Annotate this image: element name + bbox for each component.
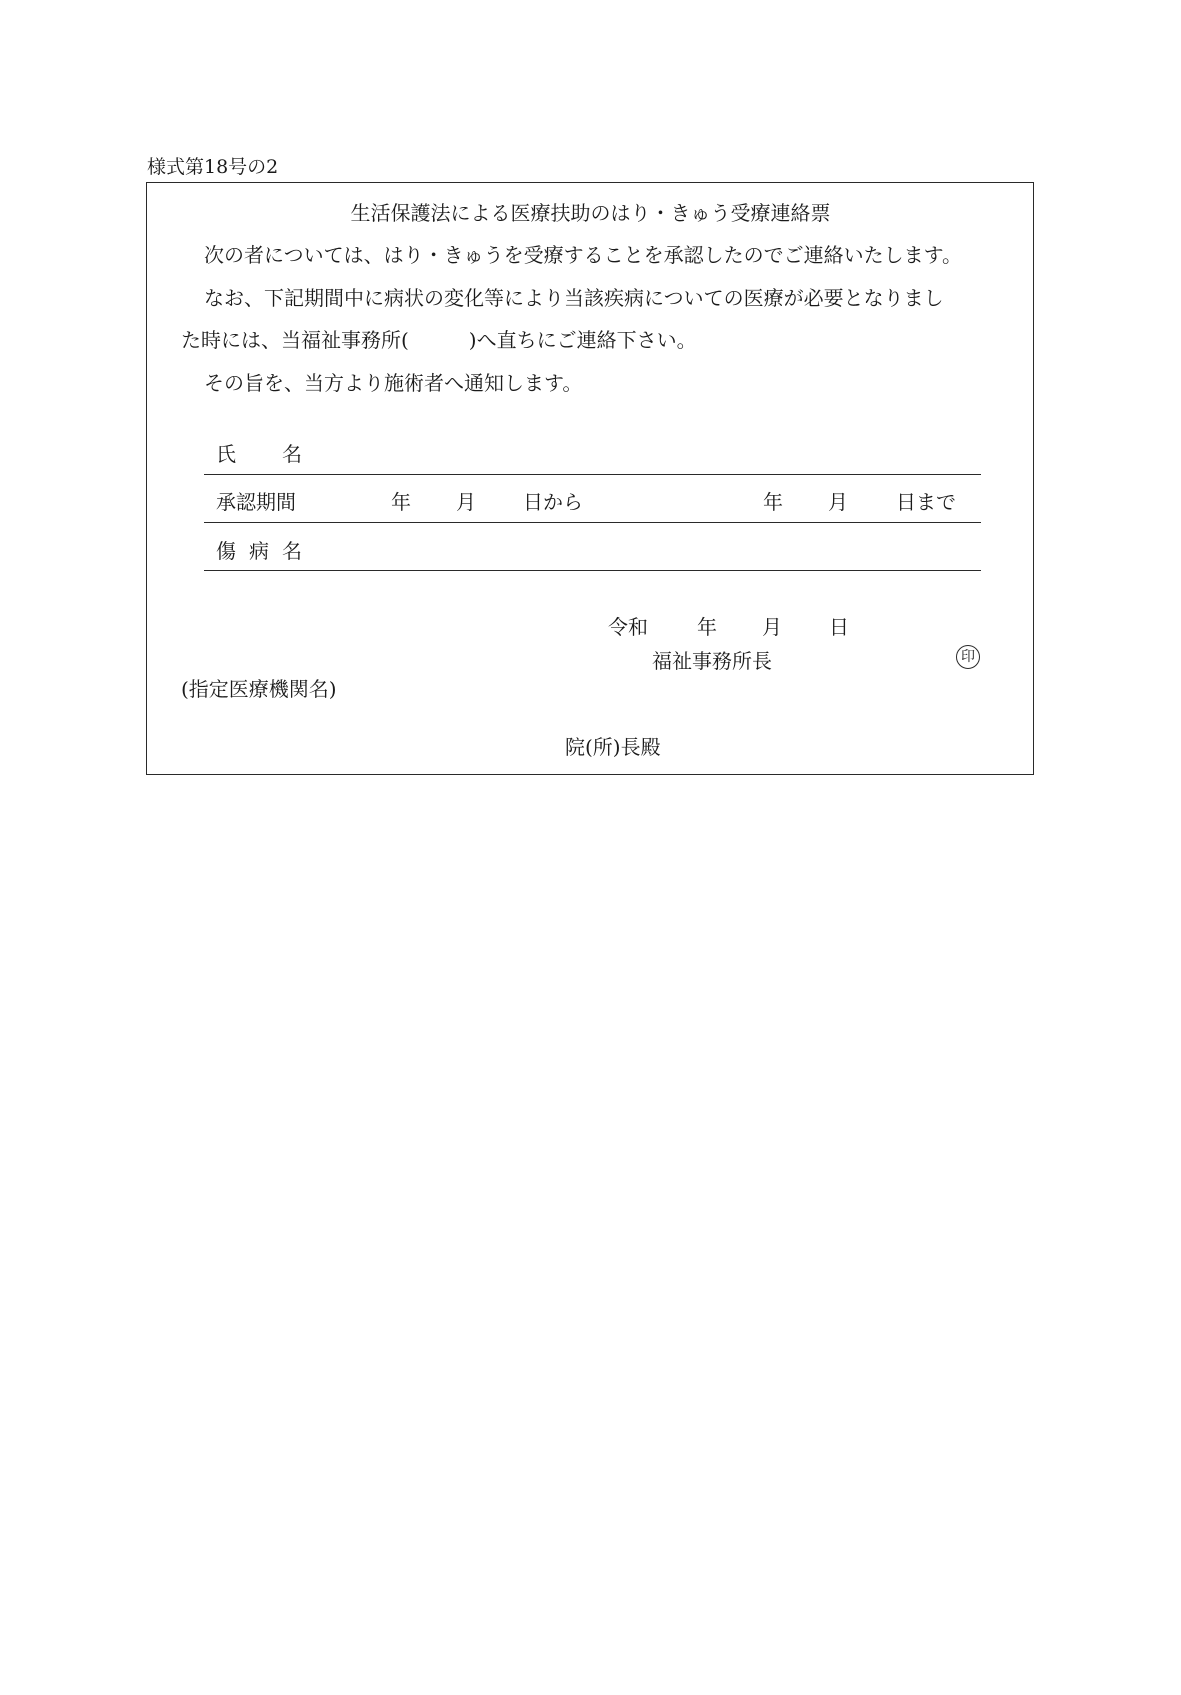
disease-label-second: 病 xyxy=(249,539,269,563)
form-number: 様式第18号の2 xyxy=(147,156,279,178)
period-label: 承認期間 xyxy=(216,490,296,514)
date-day: 日 xyxy=(829,615,849,639)
office-head-label: 福祉事務所長 xyxy=(652,649,772,673)
form-title: 生活保護法による医療扶助のはり・きゅう受療連絡票 xyxy=(350,201,831,225)
paragraph-notice-line-2: た時には、当福祉事務所( )へ直ちにご連絡下さい。 xyxy=(181,328,697,352)
period-to-year: 年 xyxy=(763,490,783,514)
disease-underline xyxy=(204,570,981,571)
period-to-month: 月 xyxy=(828,490,848,514)
disease-label-first: 傷 xyxy=(216,539,236,563)
period-to-day: 日まで xyxy=(896,490,956,514)
addressee-label: 院(所)長殿 xyxy=(565,735,661,759)
period-from-day: 日から xyxy=(523,490,583,514)
paragraph-approval: 次の者については、はり・きゅうを受療することを承認したのでご連絡いたします。 xyxy=(204,243,962,267)
disease-label-third: 名 xyxy=(282,539,302,563)
seal-icon: 印 xyxy=(956,645,980,669)
date-month: 月 xyxy=(762,615,782,639)
paragraph-notification: その旨を、当方より施術者へ通知します。 xyxy=(204,371,583,395)
name-underline xyxy=(204,474,981,475)
period-underline xyxy=(204,522,981,523)
paragraph-notice-line-1: なお、下記期間中に病状の変化等により当該疾病についての医療が必要となりまし xyxy=(204,286,944,310)
period-from-month: 月 xyxy=(456,490,476,514)
date-era: 令和 xyxy=(608,615,648,639)
period-from-year: 年 xyxy=(391,490,411,514)
name-label-first: 氏 xyxy=(216,442,236,466)
name-label-second: 名 xyxy=(282,442,302,466)
date-year: 年 xyxy=(697,615,717,639)
institution-label: (指定医療機関名) xyxy=(181,677,337,701)
